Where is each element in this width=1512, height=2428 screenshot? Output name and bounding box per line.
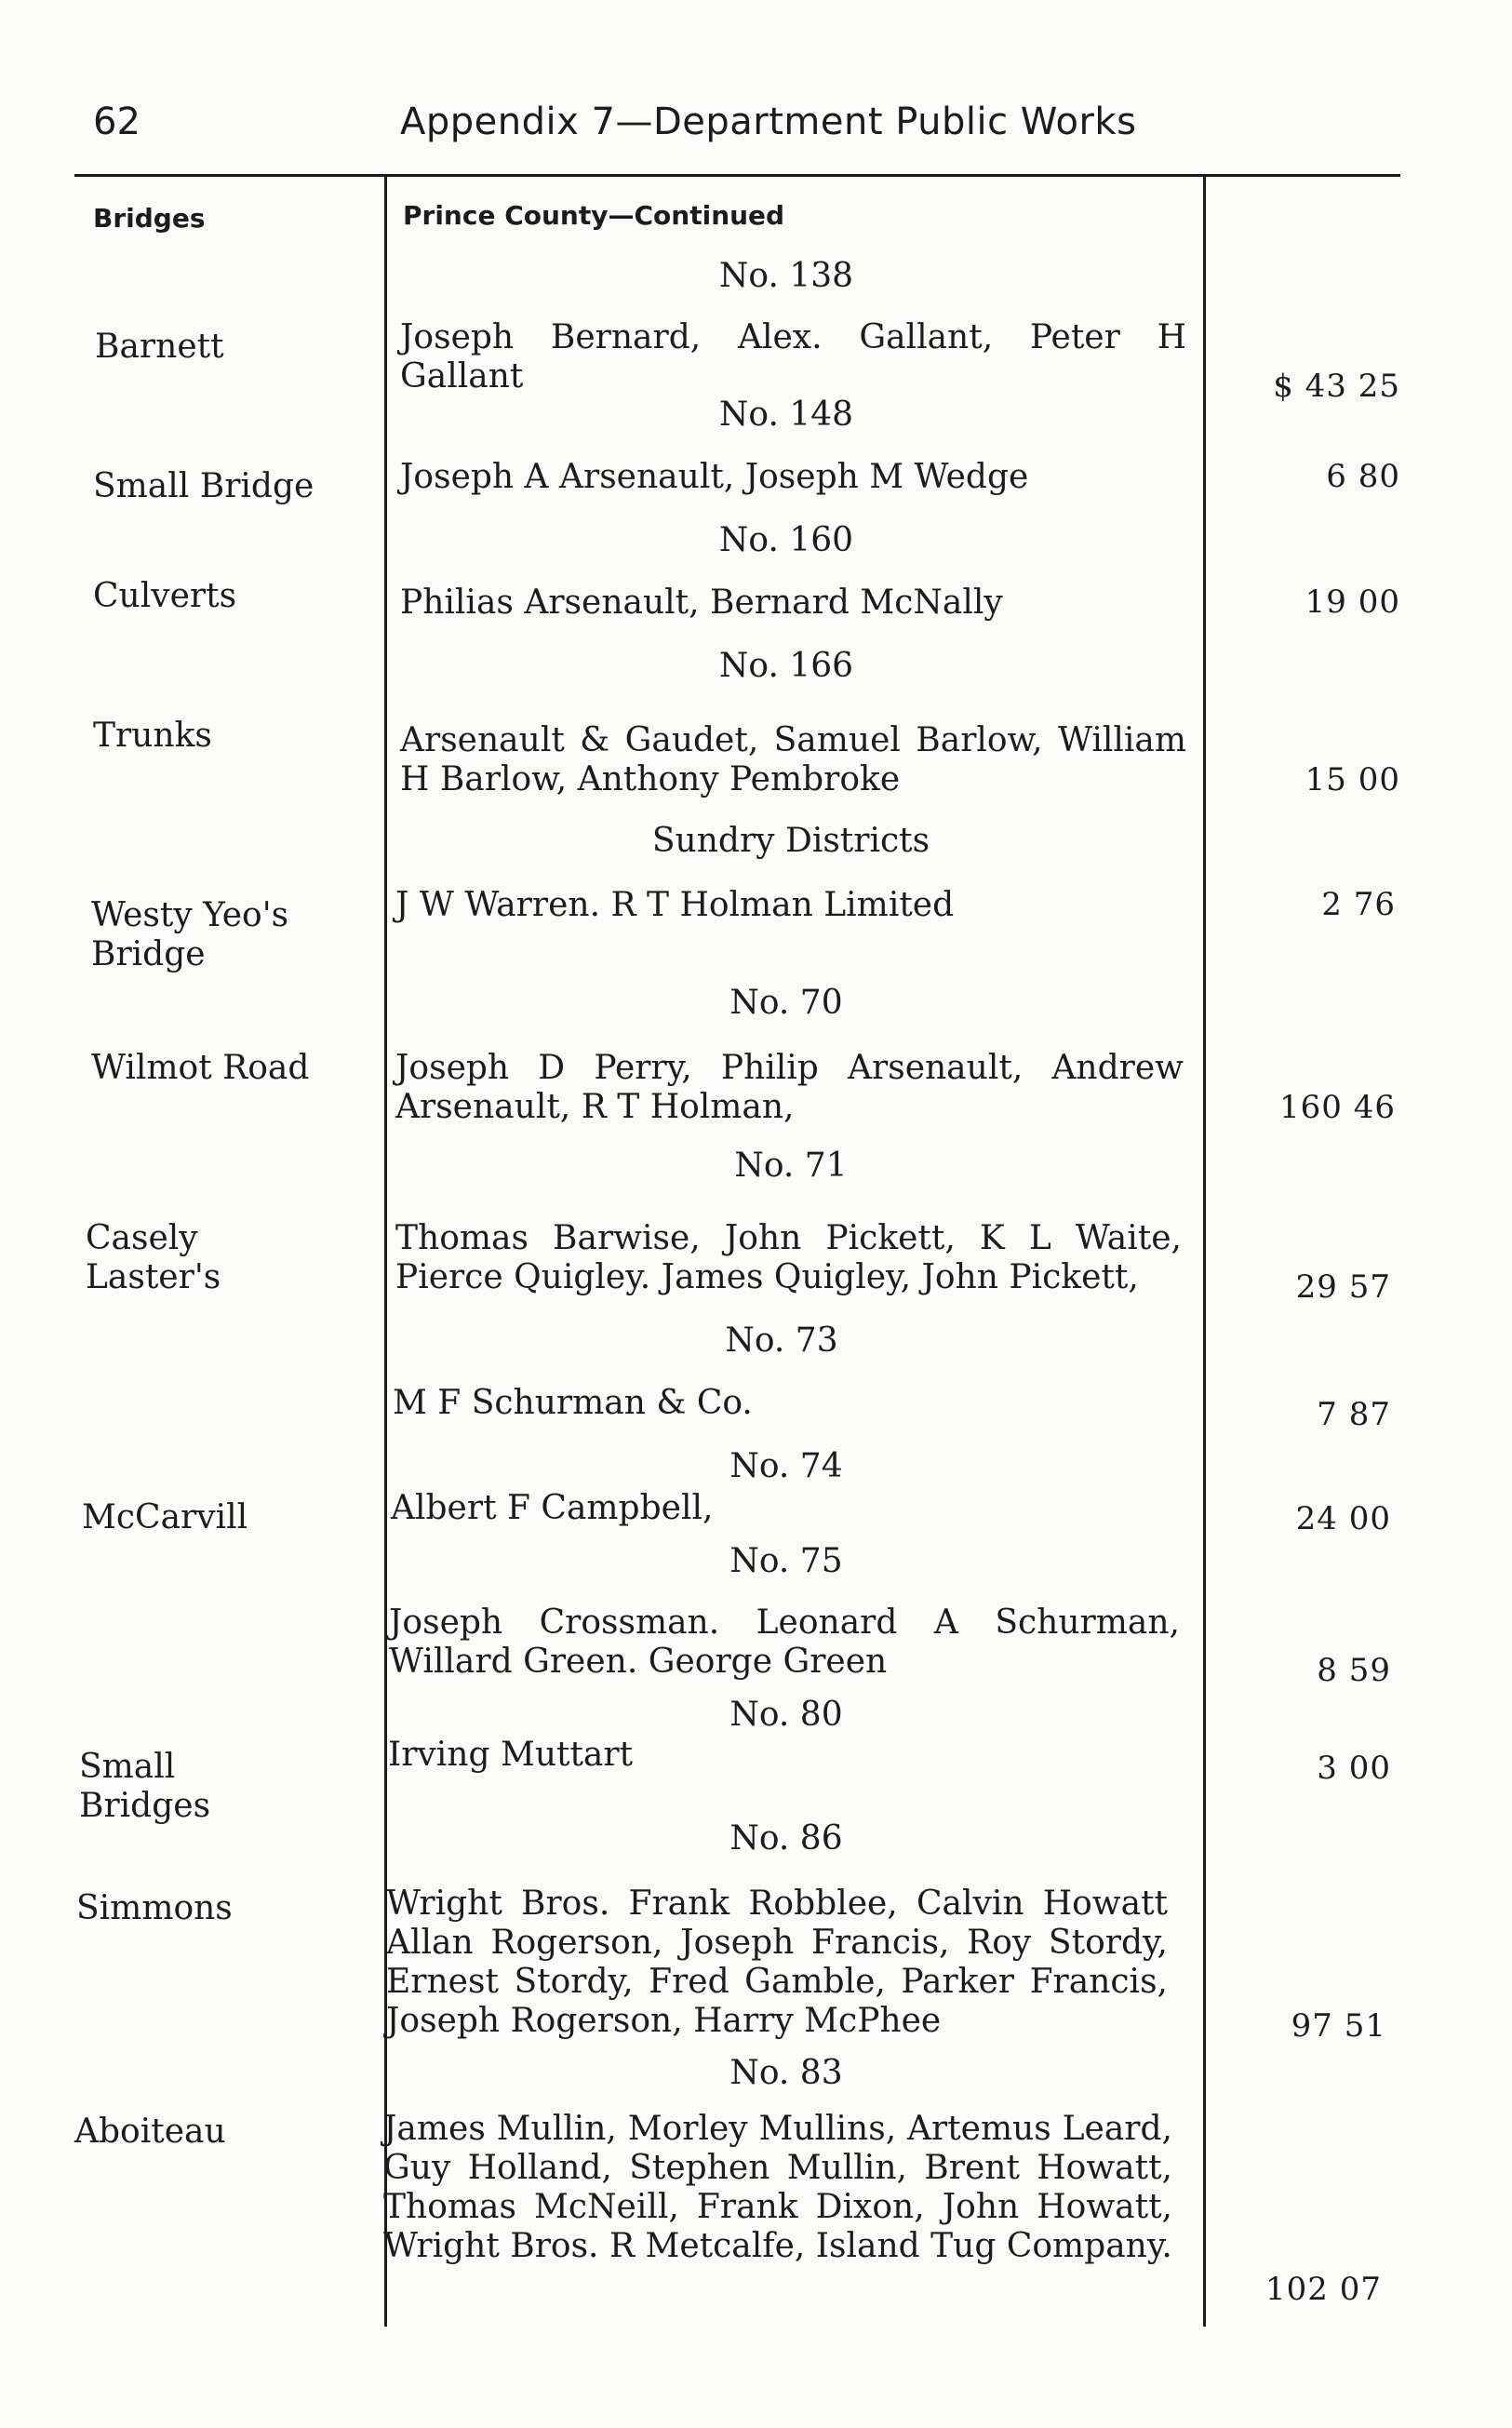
page-number: 62 bbox=[93, 101, 140, 143]
district-number: No. 83 bbox=[729, 2054, 843, 2092]
district-number: No. 166 bbox=[718, 647, 854, 685]
district-number: No. 86 bbox=[729, 1819, 843, 1858]
district-number: No. 138 bbox=[718, 257, 854, 295]
bridge-label: McCarvill bbox=[82, 1498, 248, 1536]
amount: $ 43 25 bbox=[1273, 368, 1400, 405]
bridge-label: Small Bridges bbox=[79, 1748, 211, 1825]
bridge-label: Westy Yeo's Bridge bbox=[91, 896, 289, 973]
amount: 24 00 bbox=[1295, 1500, 1391, 1537]
contractor-list: Irving Muttart bbox=[388, 1736, 634, 1774]
bridges-column-header: Bridges bbox=[93, 203, 206, 234]
amount: 97 51 bbox=[1291, 2007, 1386, 2045]
top-rule bbox=[74, 174, 1400, 177]
district-number: No. 73 bbox=[725, 1321, 838, 1360]
bridge-label: Trunks bbox=[93, 717, 212, 755]
contractor-list: Arsenault & Gaudet, Samuel Barlow, William H Barlow, Anthony Pembroke bbox=[400, 721, 1186, 798]
district-number: No. 148 bbox=[718, 396, 854, 434]
bridge-label: Culverts bbox=[93, 577, 237, 615]
district-number: No. 71 bbox=[734, 1147, 848, 1185]
amount: 6 80 bbox=[1326, 458, 1400, 495]
bridge-label: Casely Laster's bbox=[86, 1219, 221, 1296]
amount: 3 00 bbox=[1317, 1750, 1391, 1787]
bridge-label: Small Bridge bbox=[93, 467, 314, 505]
amount: 15 00 bbox=[1305, 761, 1400, 798]
amount: 7 87 bbox=[1317, 1396, 1391, 1433]
bridge-label: Simmons bbox=[76, 1889, 233, 1927]
district-number: No. 74 bbox=[729, 1447, 843, 1485]
amount: 2 76 bbox=[1321, 886, 1396, 923]
amount: 160 46 bbox=[1279, 1089, 1396, 1126]
amount: 8 59 bbox=[1317, 1652, 1391, 1689]
contractor-list: James Mullin, Morley Mullins, Artemus Leard, Guy Holland, Stephen Mullin, Brent Howatt, Thomas McNeill, Frank Dixon, John Howatt, Wright Bros. R Metcalfe, Island Tug Company. bbox=[383, 2110, 1172, 2265]
contractor-list: Philias Arsenault, Bernard McNally bbox=[400, 584, 1003, 622]
bridge-label: Wilmot Road bbox=[91, 1049, 310, 1087]
amount: 102 07 bbox=[1265, 2271, 1382, 2308]
contractor-list: J W Warren. R T Holman Limited bbox=[395, 886, 955, 924]
contractor-list: Joseph D Perry, Philip Arsenault, Andrew Arsenault, R T Holman, bbox=[395, 1049, 1184, 1126]
column-divider-right bbox=[1203, 177, 1206, 2327]
amount: 29 57 bbox=[1295, 1268, 1391, 1306]
bridge-label: Aboiteau bbox=[74, 2113, 226, 2151]
page-title: Appendix 7—Department Public Works bbox=[400, 101, 1137, 143]
contractor-list: M F Schurman & Co. bbox=[393, 1384, 753, 1422]
district-number: No. 75 bbox=[729, 1542, 843, 1580]
county-column-header: Prince County—Continued bbox=[403, 200, 785, 231]
district-number: No. 70 bbox=[729, 984, 843, 1022]
bridge-label: Barnett bbox=[95, 328, 224, 366]
contractor-list: Wright Bros. Frank Robblee, Calvin Howatt Allan Rogerson, Joseph Francis, Roy Stordy, Ernest Stordy, Fred Gamble, Parker Francis, Joseph Rogerson, Harry McPhee bbox=[386, 1885, 1168, 2040]
district-number: No. 80 bbox=[729, 1696, 843, 1734]
contractor-list: Joseph A Arsenault, Joseph M Wedge bbox=[400, 458, 1029, 496]
district-number: No. 160 bbox=[718, 521, 854, 559]
contractor-list: Joseph Bernard, Alex. Gallant, Peter H Gallant bbox=[400, 318, 1186, 396]
contractor-list: Albert F Campbell, bbox=[391, 1489, 714, 1527]
amount: 19 00 bbox=[1305, 584, 1400, 621]
contractor-list: Joseph Crossman. Leonard A Schurman, Willard Green. George Green bbox=[389, 1603, 1180, 1681]
contractor-list: Thomas Barwise, John Pickett, K L Waite, Pierce Quigley. James Quigley, John Pickett, bbox=[395, 1219, 1182, 1296]
district-number: Sundry Districts bbox=[651, 822, 930, 860]
